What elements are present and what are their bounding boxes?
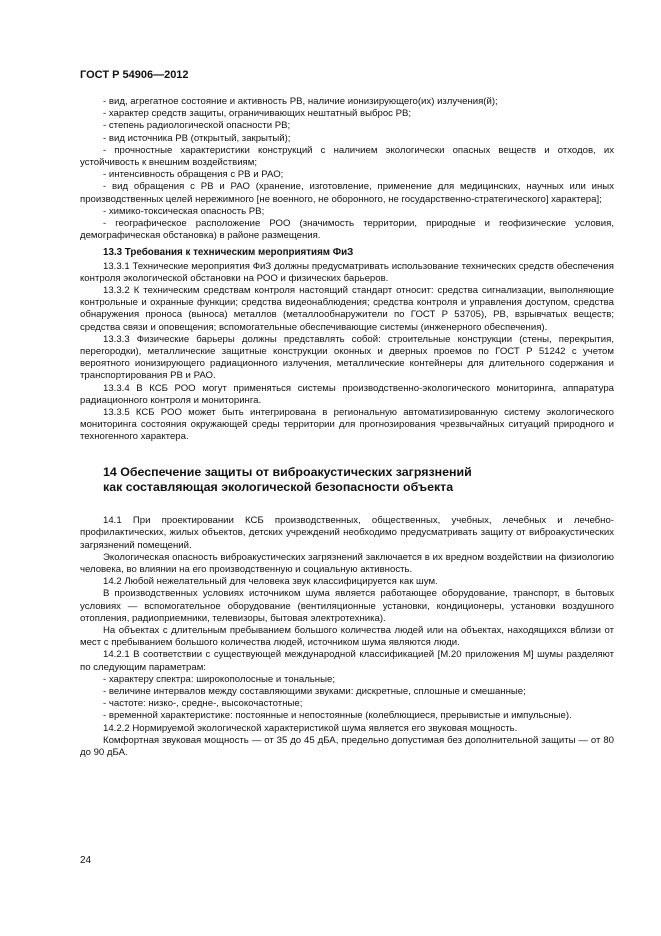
paragraph: 14.2.2 Нормируемой экологической характеристикой шума является его звуковая мощность. [103, 722, 518, 734]
section-heading-14 [80, 465, 614, 495]
paragraph: 13.3.5 КСБ РОО может быть интегрирована в региональную автоматизированную систему экологического мониторинга состояния окружающей среды территории для прогнозирования чрезвычайных ситуаций природного и техногенного характера. [80, 407, 614, 443]
list-item: - величине интервалов между составляющими звуками: дискретные, сплошные и смешанные; [103, 685, 526, 697]
paragraph: 14.2 Любой нежелательный для человека звук классифицируется как шум. [103, 576, 438, 588]
paragraph: 13.3.4 В КСБ РОО могут применяться системы производственно-экологического мониторинга, аппаратура радиационного контроля и мониторинга. [80, 382, 614, 406]
document-header: ГОСТ Р 54906—2012 [80, 69, 189, 81]
list-item: - прочностные характеристики конструкций с наличием экологически опасных веществ и отходов, их устойчивость к внешним воздействиям; [80, 144, 614, 169]
paragraph: Комфортная звуковая мощность — от 35 до 45 дБА, предельно допустимая без дополнительной защиты — от 80 до 90 дБА. [80, 734, 614, 758]
paragraph: В производственных условиях источником шума является работающее оборудование, транспорт, в бытовых условиях — вспомогательное оборудование (вентиляционные установки, кондиционеры, установки воздушного отопления, радиоприемники, телевизоры, бытовая электротехника). [80, 588, 614, 624]
paragraph: Экологическая опасность виброакустических загрязнений заключается в их вредном воздействии на физиологию человека, во влиянии на его производственную и социальную активность. [80, 551, 614, 575]
section-heading-13-3: 13.3 Требования к техническим мероприятиям ФиЗ [103, 247, 354, 259]
list-item: - вид источника РВ (открытый, закрытый); [103, 132, 291, 144]
paragraph: 14.2.1 В соответствии с существующей международной классификацией [М.20 приложения М] шумы разделяют по следующим параметрам: [80, 649, 614, 673]
list-item: - характеру спектра: широкополосные и тональные; [103, 673, 335, 685]
list-item: - вид обращения с РВ и РАО (хранение, изготовление, применение для медицинских, научных или иных производственных целей нережимного [не военного, не оборонного, не государственно-стратегического] характера]; [80, 181, 614, 205]
list-item: - частоте: низко-, средне-, высокочастотные; [103, 698, 303, 710]
list-item: - интенсивность обращения с РВ и РАО; [103, 169, 284, 181]
paragraph: 13.3.2 К техническим средствам контроля настоящий стандарт относит: средства сигнализации, выполняющие контрольные и охранные функции; средства видеонаблюдения; средства контроля и управления доступом, средства обнаружения проноса (выноса) металлов (металлообнаружители по ГОСТ Р 53705), РВ, взрывчатых веществ; средства связи и оповещения; вспомогательные обеспечивающие системы (инженерного обеспечения). [80, 285, 614, 333]
list-item: - географическое расположение РОО (значимость территории, природные и геофизические условия, демографическая обстановка) в районе размещения. [80, 218, 614, 242]
list-item: - временной характеристике: постоянные и непостоянные (колеблющиеся, прерывистые и импульсные). [103, 710, 572, 722]
paragraph: 13.3.3 Физические барьеры должны представлять собой: строительные конструкции (стены, перекрытия, перегородки), металлические защитные конструкции оконных и дверных проемов по ГОСТ Р 51242 с учетом вероятного ионизирующего радиационного излучения, металлические контейнеры для длительного содержания и транспортирования РВ и РАО. [80, 333, 614, 382]
page-content [80, 96, 614, 759]
list-item: - химико-токсическая опасность РВ; [103, 205, 265, 217]
page-number: 24 [80, 855, 92, 866]
list-item: - степень радиологической опасности РВ; [103, 120, 291, 132]
list-item: - характер средств защиты, ограничивающих нештатный выброс РВ; [103, 108, 412, 120]
section-heading-14-line1: 14 Обеспечение защиты от виброакустических загрязнений [103, 464, 472, 479]
paragraph: 13.3.1 Технические мероприятия ФиЗ должны предусматривать использование технических средств обеспечения контроля экологической обстановки на РОО и физических барьеров. [80, 260, 614, 284]
paragraph: На объектах с длительным пребыванием большого количества людей или на объектах, находящихся вблизи от мест с пребыванием большого количества людей, источником шума являются люди. [80, 624, 614, 649]
list-item: - вид, агрегатное состояние и активность РВ, наличие ионизирующего(их) излучения(й); [103, 96, 498, 107]
section-heading-14-line2: как составляющая экологической безопасности объекта [103, 479, 454, 494]
paragraph: 14.1 При проектировании КСБ производственных, общественных, учебных, лечебных и лечебно-профилактических, жилых объектов, детских учреждений необходимо предусматривать защиту от виброакустических загрязнений помещений. [80, 515, 614, 551]
